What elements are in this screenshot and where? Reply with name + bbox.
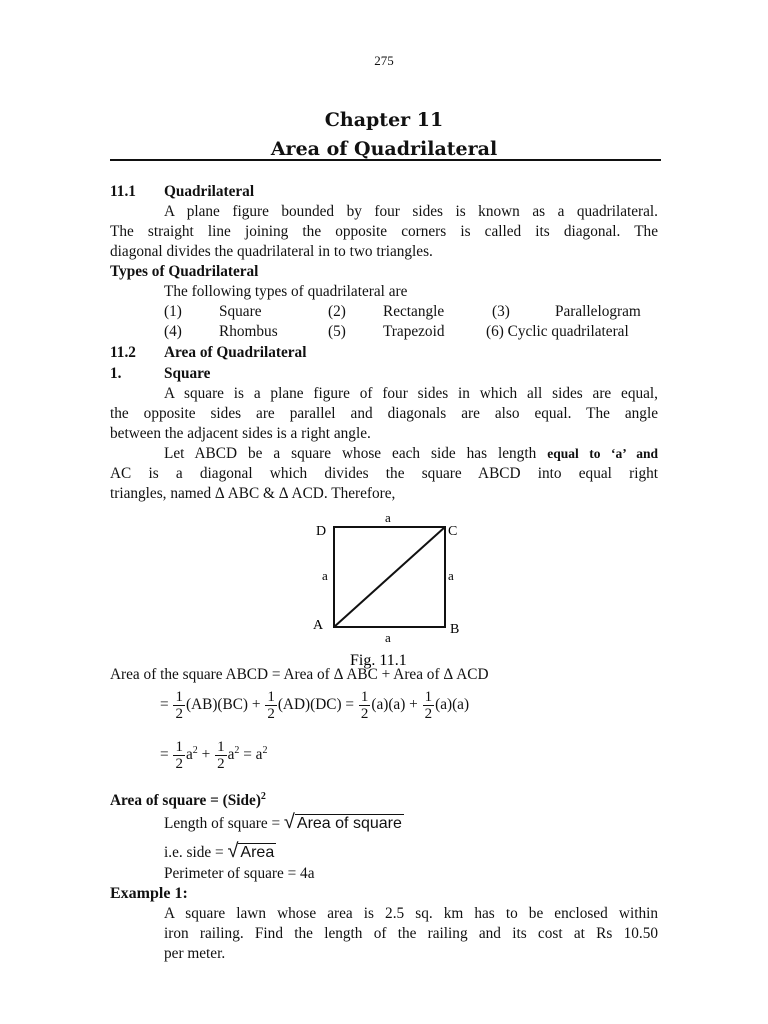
equals-sign: = [345, 696, 355, 714]
vertex-d-label: D [316, 524, 327, 539]
plus-sign: + [201, 746, 211, 764]
section-11-2-number: 11.2 [110, 344, 136, 361]
area-formula-text: Area of square = (Side) [110, 792, 261, 810]
side-label-top: a [385, 510, 391, 525]
side-label-left: a [322, 568, 328, 583]
list-item: Parallelogram [555, 303, 641, 320]
square-title: Square [164, 365, 211, 382]
chapter-number: Chapter 11 [324, 109, 444, 131]
equals-sign: = [160, 696, 169, 714]
types-row-1 [164, 302, 658, 322]
paragraph-bold-text: equal to ‘a’ and [547, 446, 659, 461]
square-figure [300, 505, 480, 670]
paragraph-line: AC is a diagonal which divides the square ABCD into equal right [110, 465, 658, 482]
side-label-right: a [448, 568, 454, 583]
side-label-bottom: a [385, 630, 391, 645]
term-a-a: (a)(a) [435, 696, 470, 714]
section-11-1-title: Quadrilateral [164, 183, 255, 200]
fraction-half: $\frac{1}{2}$ [360, 689, 369, 722]
area-formula [110, 787, 266, 811]
square-root: √ Area [227, 840, 275, 862]
example-heading: Example 1: [110, 885, 188, 902]
fraction-half: $\frac{1}{2}$ [217, 739, 225, 772]
side-formula [164, 841, 276, 863]
list-item: (3) [492, 303, 510, 320]
paragraph-line: triangles, named Δ ABC & Δ ACD. Therefore, [110, 485, 396, 502]
paragraph-line [164, 444, 658, 464]
fraction-half: $\frac{1}{2}$ [267, 689, 275, 722]
page-number: 275 [374, 53, 394, 68]
term-ad-dc: (AD)(DC) [277, 696, 342, 714]
list-item: Square [219, 303, 262, 320]
length-formula [164, 812, 404, 834]
exponent: 2 [192, 744, 198, 756]
plus-sign: + [409, 696, 418, 714]
paragraph-line: A square lawn whose area is 2.5 sq. km has to be enclosed within [164, 905, 658, 922]
section-11-2-title: Area of Quadrilateral [164, 344, 307, 361]
vertex-a-label: A [313, 618, 324, 633]
square-root: √ Area of square [283, 811, 402, 833]
exponent: 2 [234, 744, 240, 756]
paragraph-line: A plane figure bounded by four sides is known as a quadrilateral. [164, 203, 658, 220]
section-11-1-number: 11.1 [110, 183, 136, 200]
paragraph-line: The straight line joining the opposite corners is called its diagonal. The [110, 223, 658, 240]
exponent: 2 [260, 791, 266, 802]
paragraph-text: Let ABCD be a square whose each side has length [164, 445, 537, 462]
term-a: a [185, 746, 193, 764]
paragraph-line: between the adjacent sides is a right angle. [110, 425, 371, 442]
result-term: = a [243, 746, 263, 764]
paragraph-line: iron railing. Find the length of the railing and its cost at Rs 10.50 [164, 925, 658, 942]
chapter-title [0, 106, 768, 164]
paragraph-line: A square is a plane figure of four sides in which all sides are equal, [164, 385, 658, 402]
area-equation-line: Area of the square ABCD = Area of Δ ABC + Area of Δ ACD [110, 666, 489, 683]
fraction-half: $\frac{1}{2}$ [175, 739, 183, 772]
list-item: (1) [164, 303, 182, 320]
fraction-half: $\frac{1}{2}$ [424, 689, 433, 722]
perimeter-formula: Perimeter of square = 4a [164, 865, 315, 882]
vertex-c-label: C [448, 524, 458, 539]
paragraph-line: the opposite sides are parallel and diagonals are also equal. The angle [110, 405, 658, 422]
paragraph-line: per meter. [164, 945, 226, 962]
list-item: Trapezoid [383, 323, 445, 340]
figure-caption: Fig. 11.1 [350, 652, 407, 669]
area-equation-fractions [160, 689, 469, 722]
paragraph-line: diagonal divides the quadrilateral in to two triangles. [110, 243, 433, 260]
term-ab-bc: (AB)(BC) [185, 696, 249, 714]
list-item: Rhombus [219, 323, 278, 340]
square-number: 1. [110, 365, 122, 382]
list-item: (6) Cyclic quadrilateral [486, 323, 629, 340]
vertex-b-label: B [450, 622, 460, 637]
types-heading: Types of Quadrilateral [110, 263, 259, 280]
diagonal-ac [334, 527, 445, 627]
list-item: (4) [164, 323, 182, 340]
plus-sign: + [251, 696, 261, 714]
exponent: 2 [262, 744, 268, 756]
equals-sign: = [160, 746, 169, 764]
list-item: (2) [328, 303, 346, 320]
fraction-half: $\frac{1}{2}$ [175, 689, 183, 722]
length-formula-label: Length of square = [164, 815, 281, 832]
chapter-name: Area of Quadrilateral [270, 138, 498, 160]
side-formula-label: i.e. side = [164, 844, 224, 861]
term-a: a [227, 746, 235, 764]
term-a-a: (a)(a) [371, 696, 406, 714]
title-rule [110, 159, 661, 161]
types-intro: The following types of quadrilateral are [164, 283, 408, 300]
list-item: (5) [328, 323, 346, 340]
types-row-2 [164, 322, 658, 342]
area-equation-result [160, 739, 267, 772]
list-item: Rectangle [383, 303, 445, 320]
